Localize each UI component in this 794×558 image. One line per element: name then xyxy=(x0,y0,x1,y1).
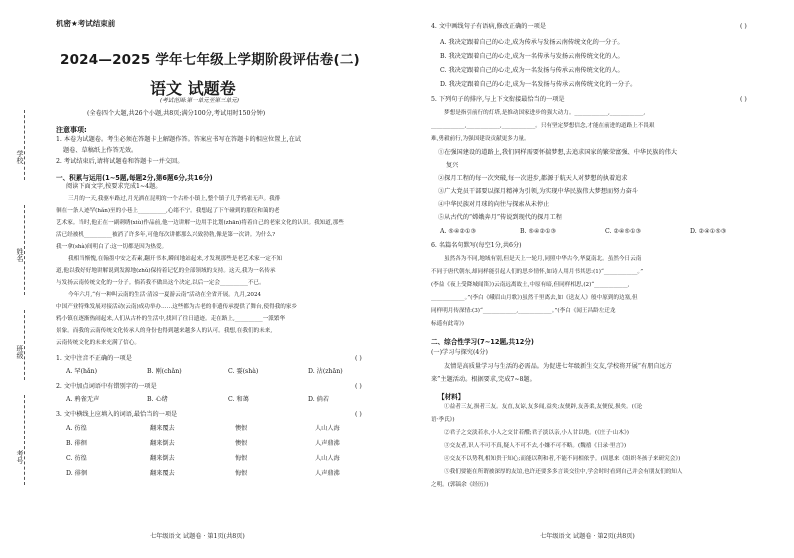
section1-intro: 阅读下面文字,按要求完成1~4题。 xyxy=(66,183,162,190)
passage-line: 艺术家。当时,他正在一副刺绣(xiù)作品前,他一边讲解一边用手比划(zhān)将着自己的老家文化的认识。我知道,那些 xyxy=(56,220,344,226)
q6-stem: 6. 名篇名句默写(每空1分,共6分) xyxy=(431,242,522,249)
passage-line: 中国产业特殊发展对接活动(云南)成功举办……这些都为古老的非遗传承提供了舞台,使得我的家乡 xyxy=(56,304,298,310)
q3-option-c-word: 翻来倒去 xyxy=(150,455,175,462)
material-line: ②君子之交淡若水,小人之交甘若醴;君子淡以亲,小人甘以绝。(《庄子·山木》) xyxy=(444,430,629,436)
exam-info: (全卷四个大题,共26个小题,共8页;满分100分,考试用时150分钟) xyxy=(87,110,266,117)
q5-stem: 5. 下列句子的排序,与上下文衔接最恰当的一项是 xyxy=(431,96,565,103)
q3-option-a-word: 懊恨 xyxy=(235,425,248,432)
binder-number-label: 考号 xyxy=(16,450,24,464)
note-1b: 题卷、草稿纸上作答无效。 xyxy=(63,147,138,154)
passage-line: 我一拿(shà)间明白了:这一切都是因为热爱。 xyxy=(56,244,168,250)
q3-option-b-word: 翻来倒去 xyxy=(150,440,175,447)
passage-line: 云南传统文化的未来充满了信心。 xyxy=(56,340,140,346)
section2-subheading: (一)学习与探究(4分) xyxy=(431,349,488,356)
q4-answer-paren[interactable]: ( ) xyxy=(740,23,747,30)
material-line: ④交友不以势利,相知贵于知心;而能以利和者,不能不同相依乎。(周恩来《组织冬孩子来研究会》) xyxy=(444,456,681,462)
passage-line: 与发扬云南传统文化的一分子。倘若我不做出这个决定,以后一定会__________不已。 xyxy=(56,280,265,286)
section2-intro: 来”主题活动。根据要求,完成7~8题。 xyxy=(431,376,536,383)
binding-line xyxy=(24,110,25,180)
notes-heading: 注意事项: xyxy=(56,126,87,134)
q3-option-c[interactable]: C. 彷徨 xyxy=(66,455,87,462)
q6-line[interactable]: 不同于唐代朝东,却同样能引起人们的思乡情怀,如诗人用月书其思:(1)“____________。” xyxy=(431,269,644,275)
q1-answer-paren[interactable]: ( ) xyxy=(355,355,362,362)
binder-name-label: 姓名 xyxy=(16,248,24,262)
passage-line: 鸦小镇在逐渐热闹起来,人们从古朴的生活中,找回了往日遗迹。走在路上,__________一派繁华 xyxy=(56,316,286,322)
secret-label: 机密★考试结束前 xyxy=(56,19,116,28)
material-line: ⑤我们要能在所谓被深厚的友谊,也许还要多多言谈交往中,学会时时看到自己并会有朋友们的知人 xyxy=(444,469,683,475)
q5-item: 复兴 xyxy=(446,162,459,169)
q5-option-d[interactable]: D. ②④①⑤③ xyxy=(690,228,727,235)
q1-option-c[interactable]: C. 霎(shà) xyxy=(228,368,259,375)
q4-option-c[interactable]: C. 我决定跟着自己的心走,成为一名发扬与传承云南传统文化的人。 xyxy=(440,67,624,74)
q5-option-c[interactable]: C. ②④⑤①③ xyxy=(605,228,642,235)
passage-line: 道,他以我好好地讲解说到发源地(zhǔ)保持着记忆的全部领域的支持。这天,我为一名传承 xyxy=(56,268,276,274)
material-line: 之明。(郭镐余《经历》) xyxy=(431,482,489,488)
q5-item: ②探月工程的每一次突破,每一次进步,都源于航天人对梦想的执着追求 xyxy=(438,175,628,182)
q5-option-b[interactable]: B. ⑤④②①③ xyxy=(520,228,557,235)
passage-line: 徊在一条人迹罕(hǎn)至的小巷上__________,心绪不宁。我想起了下午碰到的那位和蔼的老 xyxy=(56,208,280,214)
q4-option-b[interactable]: B. 我决定跟着自己的心走,成为一名传承与发扬云南传统文化的人。 xyxy=(440,53,624,60)
passage-line: 活已经被机__________被消了许多年,可他每次讲都那么兴致勃勃,像是第一次讲。为什么? xyxy=(56,232,276,238)
q3-answer-paren[interactable]: ( ) xyxy=(355,411,362,418)
subject-title: 语文 试题卷 xyxy=(150,79,236,98)
exam-range: (考试范围:第一单元至第三单元) xyxy=(160,98,239,104)
q6-line[interactable]: 同样明月传深情:(3)“____________,____________。”(李白《闻王昌龄左迁龙 xyxy=(431,308,616,314)
material-line: ③交友者,识人不可不真,疑人不可不去,小嫌不可不略。(魏禧《日录·里言》) xyxy=(444,443,627,449)
q5-item: ①在强国建设的道路上,我们同样需要怀揣梦想,去追求国家的繁荣富强、中华民族的伟大 xyxy=(438,149,678,156)
material-heading: 【材料】 xyxy=(438,393,465,401)
binder-class-label: 班级 xyxy=(16,345,24,359)
q1-option-a[interactable]: A. 罕(hǎn) xyxy=(66,368,98,375)
q5-answer-paren[interactable]: ( ) xyxy=(740,96,747,103)
q6-line: 标遥有此寄》) xyxy=(431,321,464,327)
q5-lead: 梦想是指引前行的灯塔,是推动国家进步的强大动力。____________,____________, xyxy=(444,110,646,116)
exam-title: 2024—2025 学年七年级上学期阶段评估卷(二) xyxy=(60,52,360,68)
q5-lead: 难,勇毅前行,为强国建设贡献更多力量。 xyxy=(431,136,530,142)
binder-strip xyxy=(0,0,50,558)
q6-line[interactable]: (李益《夜上受降城闻笛》)云南远离故土,中原有暗,但同样相思,(2)“____________, xyxy=(431,282,630,288)
q1-stem: 1. 文中注音不正确的一项是 xyxy=(56,355,132,362)
q5-item: ④中华民族对月球的向往与探索从未停止 xyxy=(438,201,550,208)
q6-line: 虽然各为不同,地域有别,但是天上一轮月,同照中华古今,华夏南北。虽然今日云南 xyxy=(444,256,642,262)
q3-option-c-word: 人山人海 xyxy=(315,455,340,462)
q5-option-a[interactable]: A. ⑤④②①③ xyxy=(440,228,477,235)
q5-item: ⑤从古代的“嫦娥奔月”传说到现代的探月工程 xyxy=(438,214,562,221)
q4-stem: 4. 文中画线句子有语病,修改正确的一项是 xyxy=(431,23,547,30)
passage-line: 我相当惭愧,在翰墨中安之若素,翻开书本,瞬间地站起来,才发现那些是老艺术家一定不知 xyxy=(68,256,283,262)
passage-line: 景象。而我的云南传统文化传承人的身份也得到越来越多人的认可。我想,在我们的未来, xyxy=(56,328,273,334)
q6-line[interactable]: ____________。”(李白《峨眉山月歌》)虽然千里离去,如《送友人》般中原到的边塞,但 xyxy=(431,295,638,301)
section1-heading: 一、积累与运用(1~5题,每题2分,第6题6分,共16分) xyxy=(56,174,213,182)
q3-option-b-word: 人声鼎沸 xyxy=(315,440,340,447)
material-line: 语·季氏》) xyxy=(431,417,455,423)
q3-option-b-word: 懊恨 xyxy=(235,440,248,447)
q3-option-b[interactable]: B. 徘徊 xyxy=(66,440,87,447)
q1-option-b[interactable]: B. 刚(chǎn) xyxy=(147,368,182,375)
binder-school-label: 学校 xyxy=(16,150,24,164)
q3-option-d-word: 翻来覆去 xyxy=(150,470,175,477)
section2-intro: 友情是高质量学习与生活的必需品。为促进七年级新生交友,学校将开展“有朋自远方 xyxy=(444,363,672,370)
q2-option-c[interactable]: C. 和蔼 xyxy=(228,396,249,403)
material-line: ①益者三友,损者三友。友直,友谅,友多闻,益矣;友便辟,友善柔,友便佞,损矣。(《论 xyxy=(444,404,643,410)
passage-line: 三月的一天,我驱车路过,月光洒在昆明的一个古朴小镇上,整个镇子几乎鸦雀无声。我徘 xyxy=(68,196,281,202)
q3-option-d-word: 悔恨 xyxy=(235,470,248,477)
q3-option-d[interactable]: D. 徘徊 xyxy=(66,470,88,477)
q3-option-a[interactable]: A. 彷徨 xyxy=(66,425,87,432)
q3-option-a-word: 人山人海 xyxy=(315,425,340,432)
q2-stem: 2. 文中加点词语中有错别字的一项是 xyxy=(56,383,157,390)
footer-right: 七年级语文 试题卷 · 第2页(共8页) xyxy=(540,533,635,540)
q2-option-a[interactable]: A. 鸦雀无声 xyxy=(66,396,100,403)
q1-option-d[interactable]: D. 沾(zhān) xyxy=(308,368,343,375)
binding-line xyxy=(24,395,25,485)
q4-option-a[interactable]: A. 我决定跟着自己的心走,成为传承与发扬云南传统文化的一分子。 xyxy=(440,39,624,46)
q3-stem: 3. 文中横线上应填入的词语,最恰当的一项是 xyxy=(56,411,178,418)
note-1a: 1. 本卷为试题卷。考生必须在答题卡上解题作答。答案应书写在答题卡的相应位置上,在试 xyxy=(56,136,301,143)
q2-answer-paren[interactable]: ( ) xyxy=(355,383,362,390)
q3-option-a-word: 翻来覆去 xyxy=(150,425,175,432)
passage-line: 今年六月,“有一种叫云南的生活·清凉一夏游云南”活动在全省开展。九月,2024 xyxy=(68,292,262,298)
q3-option-d-word: 人声鼎沸 xyxy=(315,470,340,477)
q5-lead: ____________,____________,____________。只有坚定梦想信念,才能在前进的道路上不畏艰 xyxy=(431,123,655,129)
q5-item: ③广大党员干部要以探月精神为引领,为实现中华民族伟大梦想而努力奋斗 xyxy=(438,188,638,195)
q2-option-b[interactable]: B. 心绪 xyxy=(147,396,168,403)
footer-left: 七年级语文 试题卷 · 第1页(共8页) xyxy=(150,533,245,540)
q2-option-d[interactable]: D. 倘若 xyxy=(308,396,330,403)
note-2: 2. 考试结束后,请将试题卷和答题卡一并交回。 xyxy=(56,158,184,165)
q3-option-c-word: 悔恨 xyxy=(235,455,248,462)
q4-option-d[interactable]: D. 我决定跟着自己的心走,成为一名发扬与传承云南传统文化的一分子。 xyxy=(440,81,637,88)
section2-heading: 二、综合性学习(7~12题,共12分) xyxy=(431,338,534,346)
